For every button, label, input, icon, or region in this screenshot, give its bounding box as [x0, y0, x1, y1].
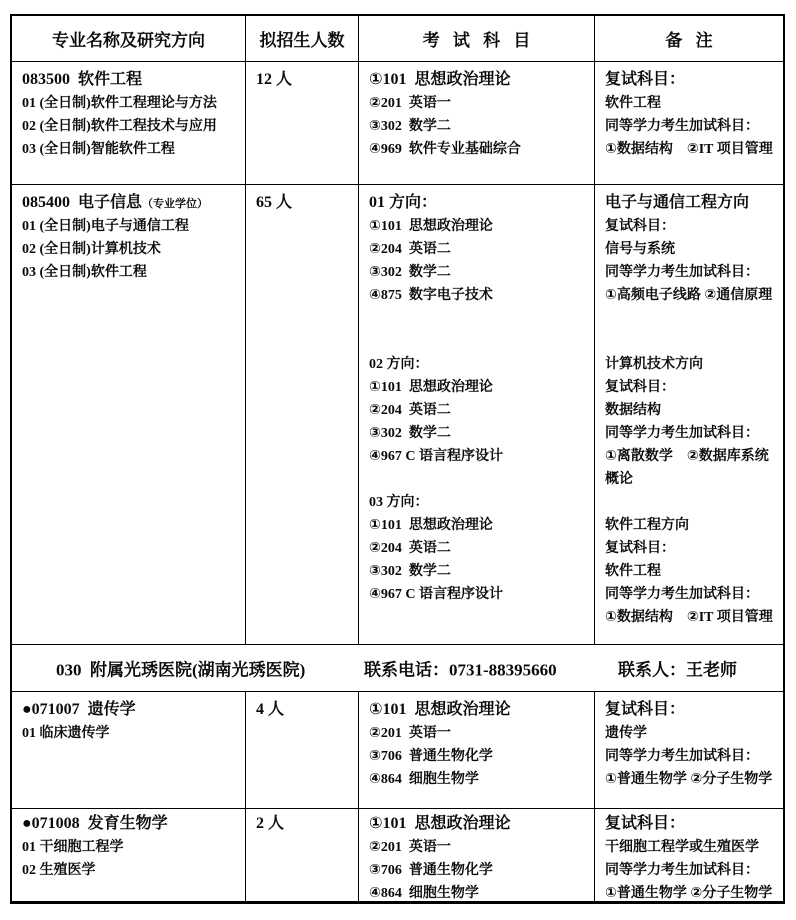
research-direction: 02 (全日制)软件工程技术与应用 — [22, 119, 217, 134]
note-line: ①数据结构 ②IT 项目管理 — [605, 142, 773, 157]
research-direction: 01 (全日制)软件工程理论与方法 — [22, 96, 217, 111]
exam-subject-line: ③302 数学二 — [369, 119, 451, 134]
exam-subject-line: 01 方向： — [369, 194, 438, 211]
quota-cell — [246, 185, 359, 644]
quota-value: 65 人 — [256, 194, 293, 211]
exam-subject-line: ①101 思想政治理论 — [369, 71, 511, 88]
note-line: 概论 — [605, 472, 633, 487]
table-header-row — [12, 16, 783, 62]
notes-cell — [595, 185, 783, 644]
note-line: 同等学力考生加试科目： — [605, 863, 759, 878]
program-title — [22, 67, 242, 92]
note-line: 数据结构 — [605, 403, 661, 418]
exam-subject-line: ③302 数学二 — [369, 265, 451, 280]
note-line: 软件工程方向 — [605, 518, 689, 533]
exam-subject-line: 03 方向： — [369, 495, 429, 510]
exam-subject-line: ①101 思想政治理论 — [369, 701, 511, 718]
note-line: 复试科目： — [605, 815, 686, 832]
program-row-083500 — [12, 62, 783, 185]
research-direction: 02 (全日制)计算机技术 — [22, 242, 161, 257]
program-row-071007 — [12, 692, 783, 809]
blank-line — [369, 468, 591, 491]
blank-line — [369, 307, 591, 330]
note-line: ①普通生物学 ②分子生物学 — [605, 772, 773, 787]
note-line: 同等学力考生加试科目： — [605, 265, 759, 280]
column-header-program: 专业名称及研究方向 — [12, 16, 246, 61]
column-header-notes: 备 注 — [665, 31, 713, 50]
research-direction: 03 (全日制)智能软件工程 — [22, 142, 175, 157]
note-line: 信号与系统 — [605, 242, 675, 257]
program-name-cell — [12, 185, 246, 644]
program-degree-type: （专业学位） — [142, 198, 209, 210]
blank-line — [369, 330, 591, 353]
program-row-085400 — [12, 185, 783, 645]
note-line: 干细胞工程学或生殖医学 — [605, 840, 759, 855]
note-line: 同等学力考生加试科目： — [605, 749, 759, 764]
exam-subjects-cell — [359, 809, 595, 901]
exam-subject-line: ②204 英语二 — [369, 403, 451, 418]
blank-line — [605, 330, 780, 353]
notes-cell — [595, 62, 783, 184]
note-line: 同等学力考生加试科目： — [605, 587, 759, 602]
hospital-title: 030 附属光琇医院(湖南光琇医院) — [56, 660, 306, 680]
note-line: 同等学力考生加试科目： — [605, 119, 759, 134]
quota-cell — [246, 62, 359, 184]
research-direction: 03 (全日制)软件工程 — [22, 265, 147, 280]
note-line: 复试科目： — [605, 380, 675, 395]
note-line: 复试科目： — [605, 701, 686, 718]
hospital-section-band — [12, 645, 783, 692]
program-name-cell — [12, 692, 246, 808]
exam-subject-line: ①101 思想政治理论 — [369, 518, 493, 533]
program-code-name: ●071008 发育生物学 — [22, 815, 168, 832]
hospital-contact: 联系人：王老师 — [618, 660, 737, 680]
program-title — [22, 190, 242, 215]
program-code-name: ●071007 遗传学 — [22, 701, 136, 718]
note-line: 遗传学 — [605, 726, 647, 741]
exam-subjects-cell — [359, 185, 595, 644]
exam-subject-line: ①101 思想政治理论 — [369, 815, 511, 832]
exam-subject-line: ②201 英语一 — [369, 840, 451, 855]
note-line: 同等学力考生加试科目： — [605, 426, 759, 441]
exam-subject-line: ③302 数学二 — [369, 564, 451, 579]
quota-value: 12 人 — [256, 71, 293, 88]
exam-subject-line: ①101 思想政治理论 — [369, 219, 493, 234]
exam-subject-line: ③706 普通生物化学 — [369, 863, 493, 878]
program-code-name: 083500 软件工程 — [22, 71, 143, 88]
note-line: 复试科目： — [605, 219, 675, 234]
note-line: ①离散数学 ②数据库系统 — [605, 449, 769, 464]
note-line: 复试科目： — [605, 71, 686, 88]
hospital-phone: 联系电话：0731-88395660 — [364, 660, 557, 680]
admissions-table — [10, 14, 785, 904]
exam-subject-line: ④875 数字电子技术 — [369, 288, 493, 303]
exam-subject-line: ①101 思想政治理论 — [369, 380, 493, 395]
program-name-cell — [12, 62, 246, 184]
note-line: 软件工程 — [605, 96, 661, 111]
exam-subject-line: ②201 英语一 — [369, 96, 451, 111]
note-line: ①高频电子线路 ②通信原理 — [605, 288, 773, 303]
exam-subject-line: ③302 数学二 — [369, 426, 451, 441]
note-line: 计算机技术方向 — [605, 357, 703, 372]
exam-subject-line: ②201 英语一 — [369, 726, 451, 741]
blank-line — [605, 307, 780, 330]
quota-value: 4 人 — [256, 701, 285, 718]
quota-cell — [246, 692, 359, 808]
note-line: ①数据结构 ②IT 项目管理 — [605, 610, 773, 625]
exam-subject-line: ④864 细胞生物学 — [369, 886, 479, 901]
exam-subjects-cell — [359, 692, 595, 808]
exam-subject-line: ②204 英语二 — [369, 541, 451, 556]
program-code-name: 085400 电子信息 — [22, 194, 143, 211]
exam-subject-line: ④969 软件专业基础综合 — [369, 142, 521, 157]
exam-subject-line: ③706 普通生物化学 — [369, 749, 493, 764]
blank-line — [605, 491, 780, 514]
exam-subject-line: ②204 英语二 — [369, 242, 451, 257]
column-header-subjects: 考 试 科 目 — [359, 16, 595, 61]
notes-cell — [595, 692, 783, 808]
exam-subject-line: ④967 C 语言程序设计 — [369, 449, 503, 464]
program-name-cell — [12, 809, 246, 901]
quota-cell — [246, 809, 359, 901]
research-direction: 01 (全日制)电子与通信工程 — [22, 219, 189, 234]
program-title — [22, 811, 242, 836]
research-direction: 02 生殖医学 — [22, 863, 96, 878]
notes-cell — [595, 809, 783, 901]
research-direction: 01 干细胞工程学 — [22, 840, 124, 855]
note-line: 电子与通信工程方向 — [605, 194, 750, 211]
program-row-071008 — [12, 809, 783, 901]
note-line: ①普通生物学 ②分子生物学 — [605, 886, 773, 901]
exam-subject-line: ④967 C 语言程序设计 — [369, 587, 503, 602]
note-line: 复试科目： — [605, 541, 675, 556]
column-header-quota: 拟招生人数 — [246, 16, 359, 61]
quota-value: 2 人 — [256, 815, 285, 832]
exam-subject-line: 02 方向： — [369, 357, 429, 372]
exam-subjects-cell — [359, 62, 595, 184]
note-line: 软件工程 — [605, 564, 661, 579]
program-title — [22, 697, 242, 722]
exam-subject-line: ④864 细胞生物学 — [369, 772, 479, 787]
research-direction: 01 临床遗传学 — [22, 726, 110, 741]
